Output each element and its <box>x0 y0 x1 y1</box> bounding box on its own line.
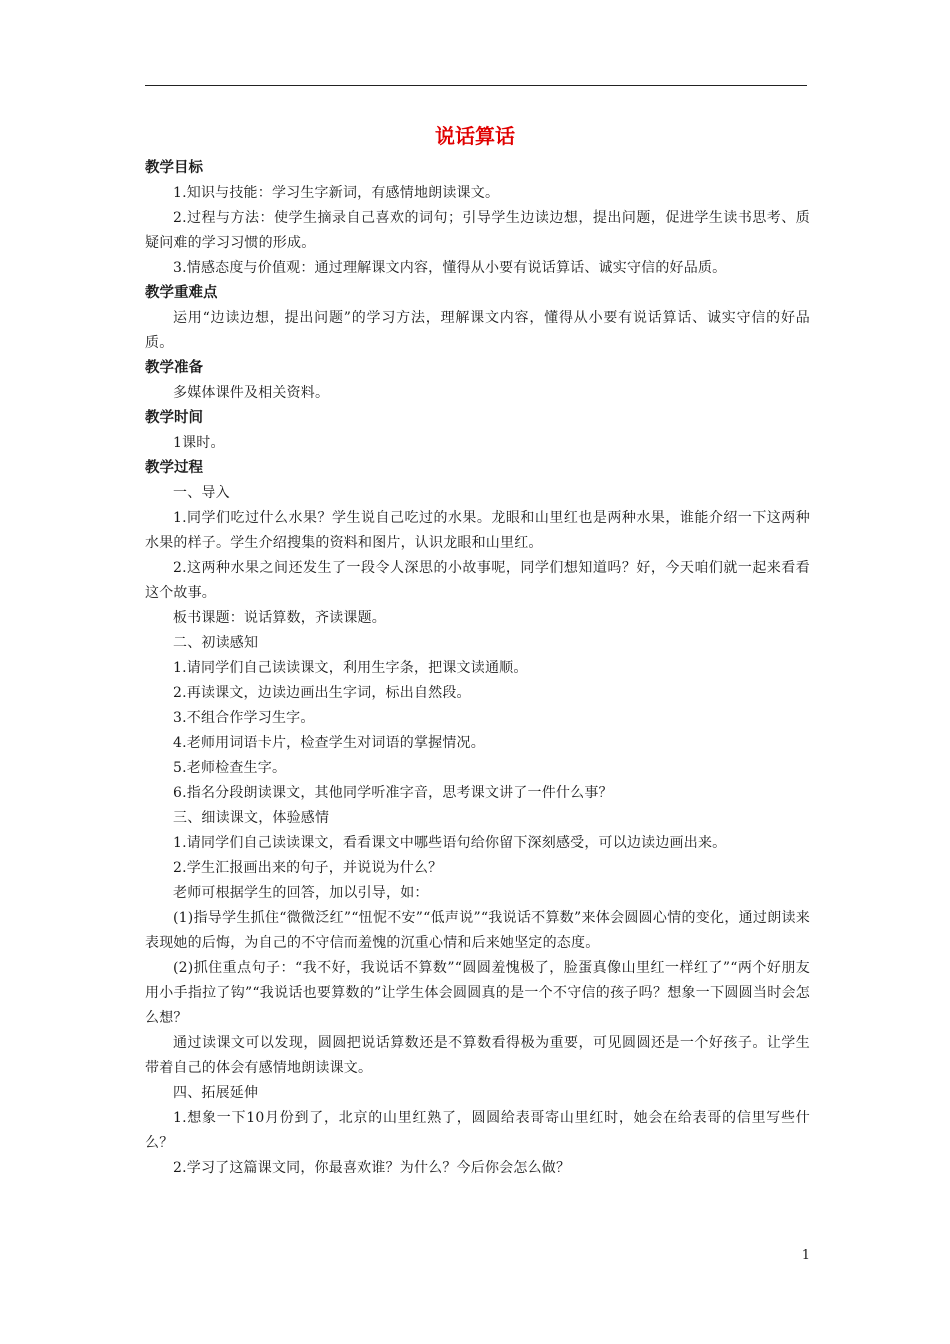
paragraph: 老师可根据学生的回答，加以引导，如： <box>173 885 429 901</box>
paragraph: 2.再读课文，边读边画出生字词，标出自然段。 <box>173 685 471 701</box>
section-heading: 教学重难点 <box>145 285 218 301</box>
paragraph: (2)抓住重点句子：“我不好，我说话不算数”“圆圆羞愧极了，脸蛋真像山里红一样红了”“两个好朋友用小手指拉了钩”“我说话也要算数的”让学生体会圆圆真的是一个不守信的孩子吗？想象一下圆圆当时会怎么想？ <box>145 960 810 1026</box>
paragraph: 1.想象一下10月份到了，北京的山里红熟了，圆圆给表哥寄山里红时，她会在给表哥的信里写些什么？ <box>145 1110 810 1151</box>
paragraph: 2.学习了这篇课文同，你最喜欢谁？为什么？今后你会怎么做？ <box>173 1160 571 1176</box>
paragraph: 四、拓展延伸 <box>173 1085 259 1101</box>
paragraph: 1.请同学们自己读读课文，看看课文中哪些语句给你留下深刻感受，可以边读边画出来。 <box>173 835 727 851</box>
paragraph: 1课时。 <box>173 435 225 451</box>
document-title: 说话算话 <box>435 124 515 148</box>
paragraph: 多媒体课件及相关资料。 <box>173 385 330 401</box>
header-rule <box>145 85 807 86</box>
paragraph: 运用“边读边想，提出问题”的学习方法，理解课文内容，懂得从小要有说话算话、诚实守信的好品质。 <box>145 310 810 351</box>
section-heading: 教学过程 <box>145 460 203 476</box>
paragraph: 5.老师检查生字。 <box>173 760 287 776</box>
paragraph: 2.学生汇报画出来的句子，并说说为什么？ <box>173 860 443 876</box>
paragraph: 三、细读课文，体验感情 <box>173 810 330 826</box>
paragraph: 2.过程与方法：使学生摘录自己喜欢的词句；引导学生边读边想，提出问题，促进学生读书思考、质疑问难的学习习惯的形成。 <box>145 210 810 251</box>
paragraph: 1.知识与技能：学习生字新词，有感情地朗读课文。 <box>173 185 500 201</box>
page-number: 1 <box>801 1248 810 1263</box>
paragraph: 2.这两种水果之间还发生了一段令人深思的小故事呢，同学们想知道吗？好，今天咱们就一起来看看这个故事。 <box>145 560 810 601</box>
paragraph: 一、导入 <box>173 485 230 501</box>
paragraph: 1.同学们吃过什么水果？学生说自己吃过的水果。龙眼和山里红也是两种水果，谁能介绍一下这两种水果的样子。学生介绍搜集的资料和图片，认识龙眼和山里红。 <box>145 510 810 551</box>
paragraph: 6.指名分段朗读课文，其他同学听准字音，思考课文讲了一件什么事？ <box>173 785 613 801</box>
paragraph: 4.老师用词语卡片，检查学生对词语的掌握情况。 <box>173 735 485 751</box>
paragraph: (1)指导学生抓住“微微泛红”“忸怩不安”“低声说”“我说话不算数”来体会圆圆心情的变化，通过朗读来表现她的后悔，为自己的不守信而羞愧的沉重心情和后来她坚定的态度。 <box>145 910 810 951</box>
paragraph: 3.不组合作学习生字。 <box>173 710 315 726</box>
paragraph: 1.请同学们自己读读课文，利用生字条，把课文读通顺。 <box>173 660 528 676</box>
paragraph: 通过读课文可以发现，圆圆把说话算数还是不算数看得极为重要，可见圆圆还是一个好孩子。让学生带着自己的体会有感情地朗读课文。 <box>145 1035 810 1076</box>
section-heading: 教学目标 <box>145 160 203 176</box>
section-heading: 教学时间 <box>145 410 203 426</box>
section-heading: 教学准备 <box>145 360 203 376</box>
paragraph: 二、初读感知 <box>173 635 259 651</box>
paragraph: 3.情感态度与价值观：通过理解课文内容，懂得从小要有说话算话、诚实守信的好品质。 <box>173 260 727 276</box>
document-body <box>145 156 810 1181</box>
paragraph: 板书课题：说话算数，齐读课题。 <box>173 610 386 626</box>
